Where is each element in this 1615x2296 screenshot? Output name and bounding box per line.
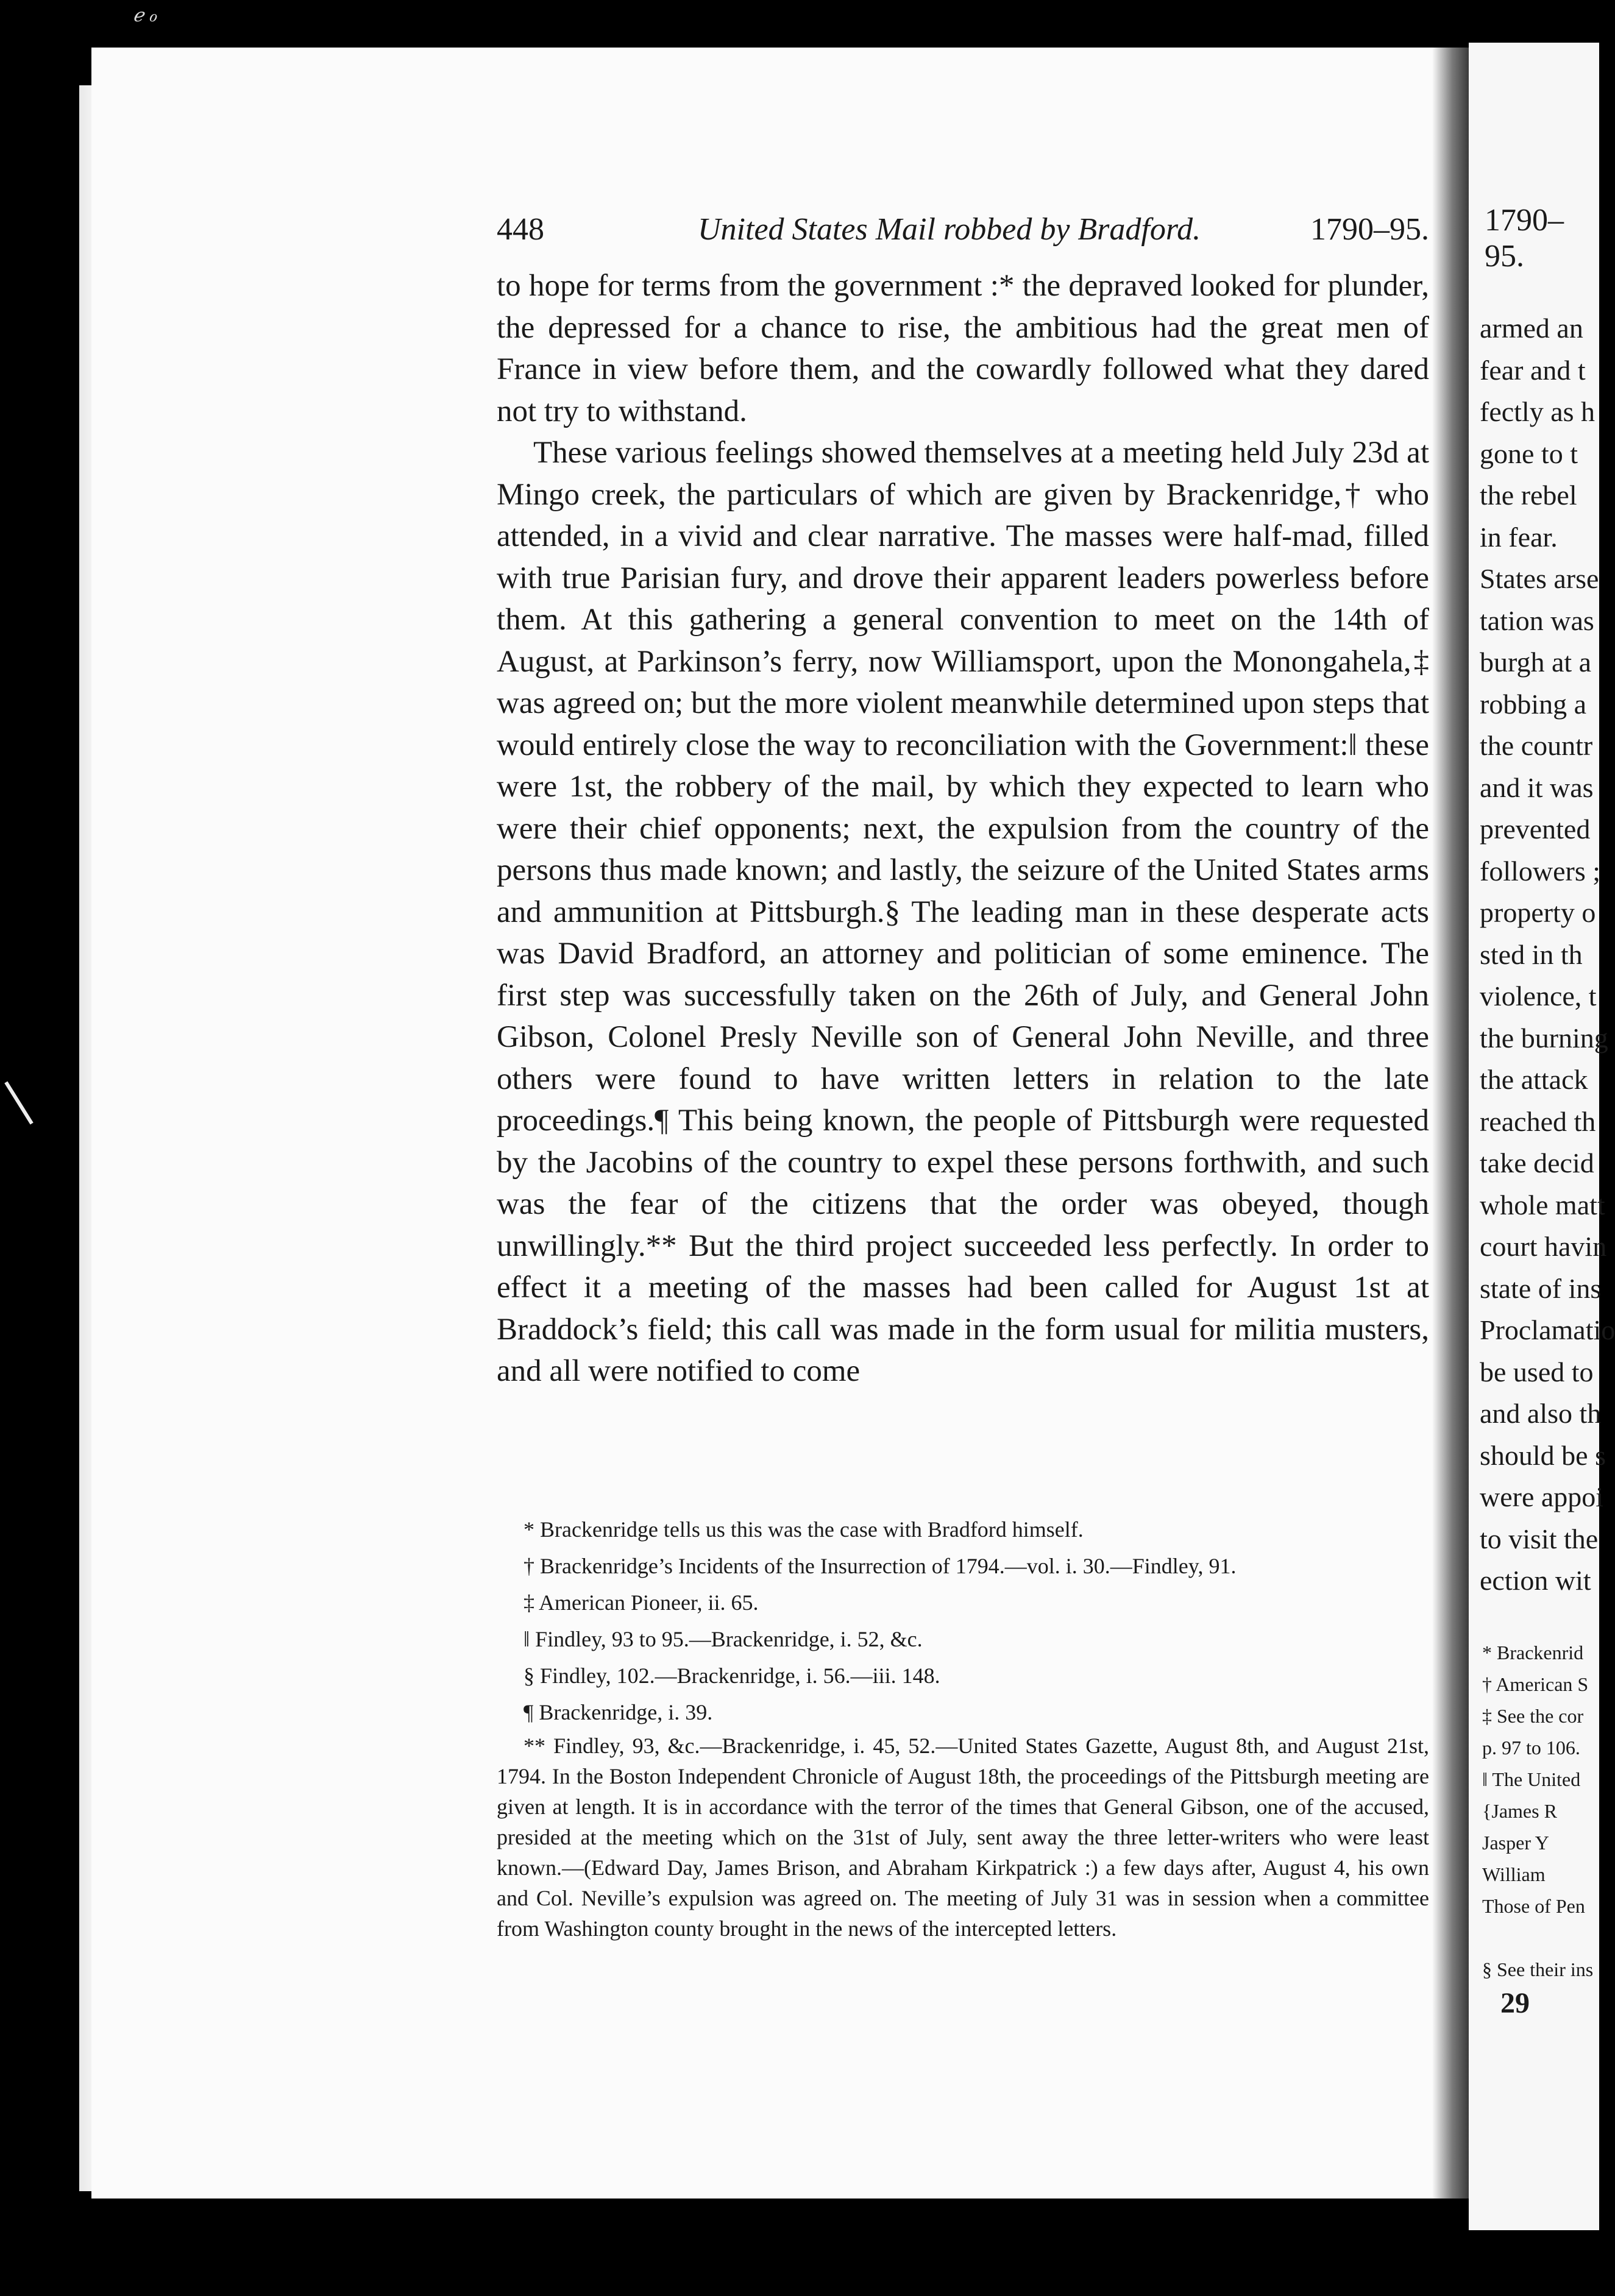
page-number: 448 [497,212,544,247]
facing-page-head: 1790–95. [1485,203,1564,274]
facing-page-notes [1482,1637,1593,1985]
footnote-star: * Brackenridge tells us this was the case with Bradford himself. [524,1517,1084,1542]
footnote-dagger: † Brackenridge’s Incidents of the Insurrection of 1794.—vol. i. 30.—Findley, 91. [524,1554,1237,1578]
facing-note: William [1482,1863,1546,1885]
facing-line: state of ins [1480,1272,1602,1304]
facing-line: whole matt [1480,1189,1605,1221]
facing-note: ‡ See the cor [1482,1705,1584,1727]
facing-line: fectly as h [1480,396,1595,427]
book-gutter [1432,48,1469,2199]
running-head [497,208,1429,251]
facing-line: be used to [1480,1356,1594,1387]
running-head-title: United States Mail robbed by Bradford. [698,212,1201,247]
paragraph-1: to hope for terms from the government :* the depraved looked for plunder, the depressed for a chance to rise, the ambitious had the great men of France in view before them, and the cowardly followed what they dared not try to withstand. [497,269,1429,428]
footnote-pilcrow: ¶ Brackenridge, i. 39. [524,1700,713,1724]
facing-line: reached th [1480,1105,1596,1137]
facing-note: * Brackenrid [1482,1642,1584,1664]
facing-line: the countr [1480,730,1593,761]
facing-line: gone to t [1480,438,1578,469]
facing-line: in fear. [1480,521,1558,553]
facing-line: court havin [1480,1231,1607,1262]
footnote-double-star: ** Findley, 93, &c.—Brackenridge, i. 45, 52.—United States Gazette, August 8th, and August 21st, 1794. In the Boston Independent Chronicle of August 18th, the proceedings of the Pittsburgh meeting are given at length. It is in accordance with the terror of the times that General Gibson, one of the accused, presided at the meeting which on the 31st of July, sent away the three letter-writers who were least known.—(Edward Day, James Brison, and Abraham Kirkpatrick :) a few days after, August 4, his own and Col. Neville’s expulsion was agreed on. The meeting of July 31 was in session when a committee from Washington county brought in the news of the intercepted letters. [497,1734,1429,1941]
footnote-double-dagger: ‡ American Pioneer, ii. 65. [524,1590,759,1615]
facing-line: to visit the [1480,1523,1599,1554]
facing-line: States arse [1480,563,1599,594]
facing-line: were appoi [1480,1481,1604,1512]
facing-line: fear and t [1480,354,1586,386]
footnote-section: § Findley, 102.—Brackenridge, i. 56.—iii. 148. [524,1664,940,1688]
signature-mark: 29 [1500,1987,1530,2019]
facing-note: Jasper Y [1482,1832,1549,1854]
facing-page [1469,43,1615,2230]
facing-line: take decid [1480,1147,1594,1178]
facing-note: § See their ins [1482,1958,1594,1980]
facing-note: † American S [1482,1673,1589,1695]
facing-line: sted in th [1480,938,1583,970]
footnote-parallel: ‖ Findley, 93 to 95.—Brackenridge, i. 52, &c. [524,1627,923,1651]
facing-line: should be s [1480,1439,1606,1471]
facing-note [1482,1922,1593,1954]
facing-note: ‖ The United [1482,1768,1581,1790]
facing-line: prevented [1480,813,1591,845]
facing-note: Those of Pen [1482,1895,1585,1917]
facing-line: Proclamatio [1480,1314,1615,1345]
facing-line: violence, t [1480,980,1597,1012]
facing-note: p. 97 to 106. [1482,1737,1580,1759]
facing-page-lines [1480,308,1615,1602]
facing-line: and it was [1480,771,1594,803]
footnotes [497,1511,1429,1944]
facing-line: the burning [1480,1022,1608,1054]
facing-line: burgh at a [1480,647,1592,678]
facing-note: {James R [1482,1800,1557,1822]
paragraph-2: These various feelings showed themselves at a meeting held July 23d at Mingo creek, the particulars of which are given by Brackenridge,† who attended, in a vivid and clear narrative. The masses were half-mad, filled with true Parisian fury, and drove their apparent leaders powerless before them. At this gathering a general convention to meet on the 14th of August, at Parkinson’s ferry, now Williamsport, upon the Monongahela,‡ was agreed on; but the more violent meanwhile determined upon steps that would entirely close the way to reconciliation with the Government:‖ these were 1st, the robbery of the mail, by which they expected to learn who were their chief opponents; next, the expulsion from the country of the persons thus made known; and lastly, the seizure of the United States arms and ammunition at Pittsburgh.§ The leading man in these desperate acts was David Bradford, an attorney and politician of some eminence. The first step was successfully taken on the 26th of July, and General John Gibson, Colonel Presly Neville son of General John Neville, and three others were found to have written letters in relation to the late proceedings.¶ This being known, the people of Pittsburgh were requested by the Jacobins of the country to expel these persons forthwith, and such was the fear of the citizens that the order was obeyed, though unwillingly.** But the third project succeeded less perfectly. In order to effect it a meeting of the masses had been called for August 1st at Braddock’s field; this call was made in the form usual for militia musters, and all were notified to come [497,436,1429,1388]
facing-line: tation was [1480,604,1594,636]
running-head-years: 1790–95. [1310,212,1429,247]
facing-line: and also th [1480,1398,1602,1429]
facing-line: ection wit [1480,1565,1591,1596]
stray-scan-mark [4,1081,33,1124]
corner-scan-mark: ℯ ℴ [133,5,157,26]
facing-line: armed an [1480,313,1583,344]
facing-line: property o [1480,897,1596,928]
facing-line: the attack [1480,1064,1588,1095]
facing-line: followers ; [1480,855,1601,887]
facing-line: robbing a [1480,688,1587,720]
facing-line: the rebel [1480,480,1577,511]
body-text [497,265,1429,1392]
